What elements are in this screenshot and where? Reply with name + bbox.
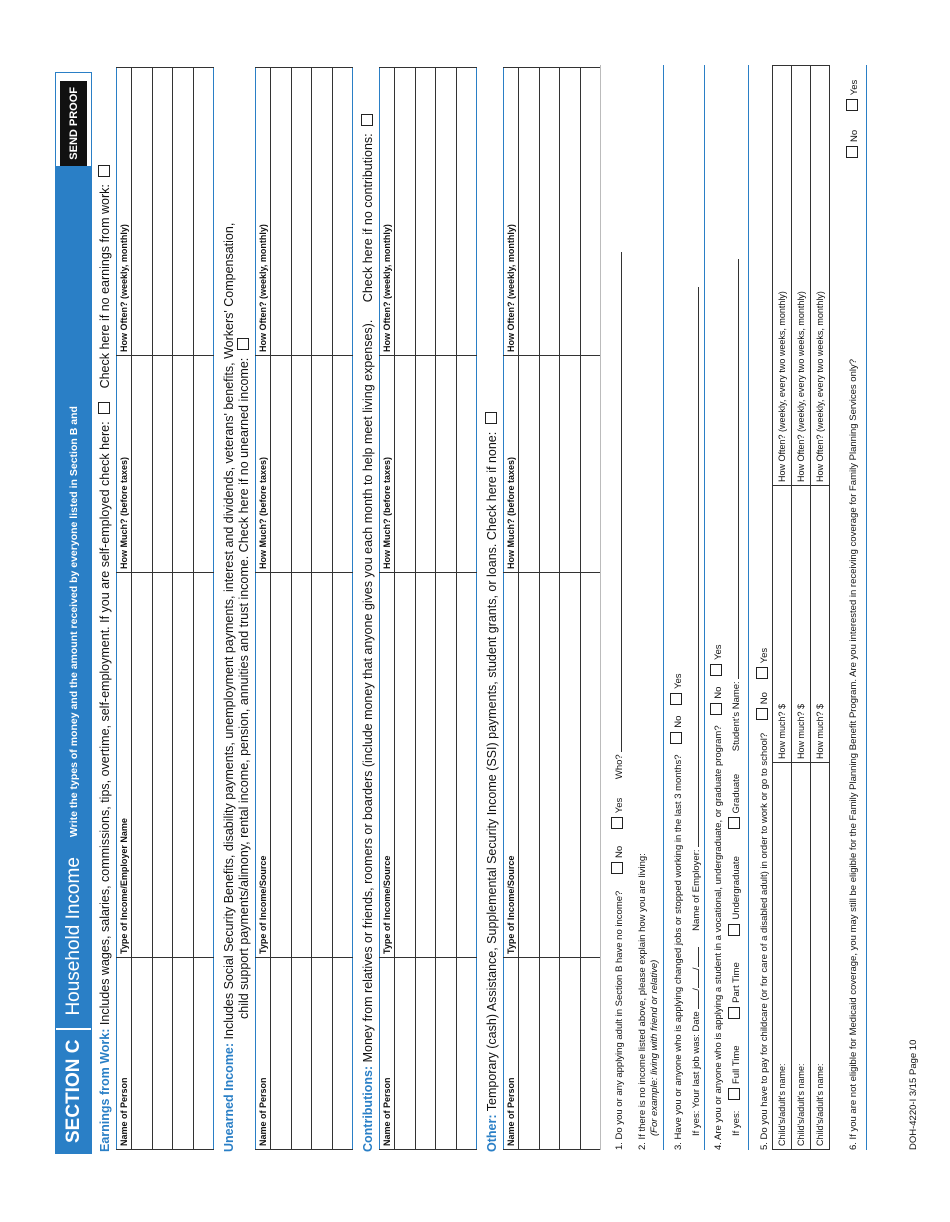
section-title: Household Income: [56, 845, 91, 1027]
unearned-text-1: Includes Social Security Benefits, disability payments, unemployment payments, interest and dividends, veterans' benefits, Workers' Compensation,: [222, 222, 236, 1040]
question-4-text: 4. Are you or anyone who is applying a student in a vocational, undergraduate, or graduate program?: [713, 725, 724, 1150]
question-6: [848, 359, 860, 1150]
form-footer: DOH-4220-I 3/15 Page 10: [908, 1039, 919, 1150]
care-name: Child's/adult's name:: [811, 763, 830, 1150]
table-row[interactable]: [415, 68, 436, 1150]
q4-no-label: No: [713, 686, 724, 699]
other-text: Temporary (cash) Assistance, Supplemental Security Income (SSI) payments, student grants, or loans. Check here if none:: [485, 431, 499, 1112]
q5-no-label: No: [759, 692, 770, 705]
earnings-line: [98, 161, 113, 1152]
contributions-line: [361, 110, 376, 1152]
table-row[interactable]: [312, 68, 333, 1150]
section-label: SECTION C: [56, 1028, 91, 1153]
no-other-income-checkbox[interactable]: [485, 412, 497, 424]
q4-undergraduate-label: Undergraduate: [731, 856, 742, 920]
table-row[interactable]: [436, 68, 457, 1150]
q6-yes-checkbox[interactable]: [846, 99, 858, 111]
care-how-often: How Often? (weekly, every two weeks, monthly): [773, 66, 792, 486]
table-row[interactable]: [152, 68, 173, 1150]
q4-no-checkbox[interactable]: [710, 703, 722, 715]
q3-yes-label: Yes: [673, 673, 684, 689]
q1-who-label: Who?: [614, 754, 625, 780]
q3-ifyes-label: If yes: Your last job was: Date: [691, 1011, 702, 1136]
q3-no-label: No: [673, 715, 684, 728]
divider: [866, 65, 867, 1150]
q4-ifyes-label: If yes:: [731, 1110, 742, 1136]
contributions-table: [379, 67, 477, 1150]
question-3-text: 3. Have you or anyone who is applying changed jobs or stopped working in the last 3 months?: [673, 754, 684, 1150]
q3-date-year[interactable]: [688, 947, 699, 967]
q4-graduate-label: Graduate: [731, 773, 742, 814]
q6-no-checkbox[interactable]: [846, 146, 858, 158]
table-row[interactable]: [560, 68, 581, 1150]
q2-answer-line[interactable]: [663, 65, 664, 1150]
q3-employer-input[interactable]: [688, 287, 699, 847]
question-1-text: 1. Do you or any applying adult in Section B have no income?: [614, 890, 625, 1150]
care-name: Child's/adult's name:: [792, 763, 811, 1150]
table-row[interactable]: [773, 66, 792, 1150]
earnings-label: Earnings from Work:: [98, 1028, 112, 1152]
col-type: Type of Income/Source: [256, 573, 271, 958]
childcare-table: [772, 65, 830, 1150]
table-row[interactable]: [539, 68, 560, 1150]
col-how-much: How Much? (before taxes): [256, 356, 271, 573]
care-how-often: How Often? (weekly, every two weeks, monthly): [792, 66, 811, 486]
q4-fulltime-checkbox[interactable]: [728, 1088, 740, 1100]
question-4-ifyes: [728, 259, 743, 1136]
q4-parttime-checkbox[interactable]: [728, 1007, 740, 1019]
col-how-often: How Often? (weekly, monthly): [117, 68, 132, 356]
care-name: Child's/adult's name:: [773, 763, 792, 1150]
table-row[interactable]: [519, 68, 540, 1150]
table-row[interactable]: [811, 66, 830, 1150]
question-2-text: 2. If there is no income listed above, please explain how you are living:: [637, 853, 648, 1150]
divider: [600, 65, 601, 1150]
q6-yes-label: Yes: [849, 79, 860, 96]
q3-date-month[interactable]: [688, 991, 699, 1009]
col-name: Name of Person: [380, 958, 395, 1150]
unearned-table: [255, 67, 353, 1150]
question-2-example: (For example: living with friend or relative): [649, 959, 660, 1136]
col-name: Name of Person: [256, 958, 271, 1150]
question-5-text: 5. Do you have to pay for childcare (or for care of a disabled adult) in order to work or go to school?: [759, 732, 770, 1150]
q3-no-checkbox[interactable]: [670, 732, 682, 744]
contributions-label: Contributions:: [361, 1065, 375, 1152]
question-4: [710, 644, 725, 1150]
unearned-label: Unearned Income:: [222, 1042, 236, 1152]
q3-date-day[interactable]: [688, 970, 699, 988]
q1-no-checkbox[interactable]: [611, 862, 623, 874]
table-row[interactable]: [792, 66, 811, 1150]
table-row[interactable]: [332, 68, 353, 1150]
table-row[interactable]: [456, 68, 477, 1150]
q4-graduate-checkbox[interactable]: [728, 818, 740, 830]
col-type: Type of Income/Employer Name: [117, 573, 132, 958]
q5-yes-label: Yes: [759, 647, 770, 664]
question-1: [611, 252, 626, 1150]
col-how-often: How Often? (weekly, monthly): [256, 68, 271, 356]
unearned-line-1: [222, 223, 237, 1152]
question-6-text: 6. If you are not eligible for Medicaid coverage, you may still be eligible for the Family Planning Benefit Program. Are you interested in receiving coverage for Family Planning Services only?: [848, 358, 859, 1150]
col-name: Name of Person: [117, 958, 132, 1150]
col-how-much: How Much? (before taxes): [117, 356, 132, 573]
question-5: [756, 648, 771, 1150]
col-type: Type of Income/Source: [380, 573, 395, 958]
self-employed-checkbox[interactable]: [98, 402, 110, 414]
send-proof-badge: SEND PROOF: [60, 81, 87, 166]
q3-employer-label: Name of Employer:: [691, 849, 702, 931]
care-how-much: How much? $: [811, 486, 830, 763]
q4-yes-checkbox[interactable]: [710, 664, 722, 676]
col-how-much: How Much? (before taxes): [504, 356, 519, 573]
q4-student-input[interactable]: [728, 259, 739, 679]
q4-fulltime-label: Full Time: [731, 1045, 742, 1085]
q1-yes-label: Yes: [614, 797, 625, 814]
care-how-often: How Often? (weekly, every two weeks, monthly): [811, 66, 830, 486]
col-name: Name of Person: [504, 958, 519, 1150]
q5-yes-checkbox[interactable]: [756, 667, 768, 679]
table-row[interactable]: [193, 68, 214, 1150]
earnings-table: [116, 67, 214, 1150]
table-row[interactable]: [291, 68, 312, 1150]
contributions-text: Money from relatives or friends, roomers or boarders (include money that anyone gives you each month to help meet living expenses).: [361, 319, 375, 1063]
question-3: [670, 674, 685, 1151]
table-row[interactable]: [173, 68, 194, 1150]
other-label: Other:: [485, 1114, 499, 1152]
other-line: [485, 408, 500, 1152]
question-2: [637, 853, 649, 1150]
no-contributions-checkbox[interactable]: [361, 114, 373, 126]
table-row[interactable]: [271, 68, 292, 1150]
q4-parttime-label: Part Time: [731, 962, 742, 1003]
contributions-none-text: Check here if no contributions:: [361, 133, 375, 303]
col-how-often: How Often? (weekly, monthly): [380, 68, 395, 356]
q4-undergraduate-checkbox[interactable]: [728, 924, 740, 936]
q4-student-label: Student's Name:: [731, 681, 742, 752]
col-how-much: How Much? (before taxes): [380, 356, 395, 573]
section-instruction: Write the types of money and the amount received by everyone listed in Section B and: [56, 166, 91, 845]
table-row[interactable]: [395, 68, 416, 1150]
question-6-options: [846, 80, 861, 162]
section-header: [55, 72, 92, 1154]
col-how-often: How Often? (weekly, monthly): [504, 68, 519, 356]
q1-who-input[interactable]: [611, 252, 622, 752]
q1-no-label: No: [614, 845, 625, 859]
earnings-text: Includes wages, salaries, commissions, tips, overtime, self-employment. If you are self-employed check here:: [98, 421, 112, 1026]
q1-yes-checkbox[interactable]: [611, 817, 623, 829]
divider: [704, 65, 705, 1150]
other-table: [503, 67, 601, 1150]
question-3-ifyes: If yes: Your last job was: Date // Name of Employer:: [688, 287, 703, 1136]
q5-no-checkbox[interactable]: [756, 708, 768, 720]
q3-yes-checkbox[interactable]: [670, 693, 682, 705]
table-row[interactable]: [132, 68, 153, 1150]
q4-yes-label: Yes: [713, 644, 724, 660]
divider: [748, 65, 749, 1150]
table-row[interactable]: [580, 68, 601, 1150]
earnings-none-text: Check here if no earnings from work:: [98, 184, 112, 389]
col-type: Type of Income/Source: [504, 573, 519, 958]
no-earnings-checkbox[interactable]: [98, 165, 110, 177]
care-how-much: How much? $: [773, 486, 792, 763]
q6-no-label: No: [849, 129, 860, 142]
no-unearned-checkbox[interactable]: [237, 338, 249, 350]
unearned-line-2: [237, 334, 252, 1019]
unearned-text-2: child support payments/alimony, rental income, pension, annuities and trust income. Check here if no unearned income:: [237, 357, 251, 1019]
care-how-much: How much? $: [792, 486, 811, 763]
